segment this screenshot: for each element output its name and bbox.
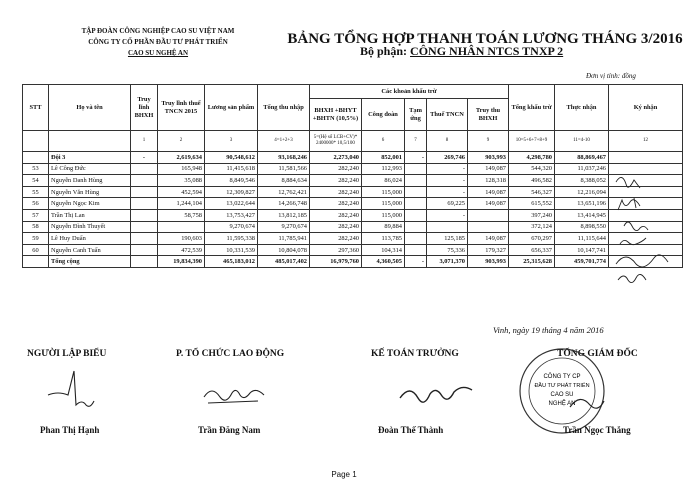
table-cell <box>405 163 427 175</box>
col-name: Họ và tên <box>49 85 131 131</box>
table-cell: 485,017,402 <box>258 256 310 268</box>
table-cell: - <box>427 186 468 198</box>
table-cell: 282,240 <box>310 198 362 210</box>
col-stt: STT <box>23 85 49 131</box>
formula-index-cell: 11=4-10 <box>555 131 609 152</box>
table-cell <box>405 186 427 198</box>
org-line1: TẬP ĐOÀN CÔNG NGHIỆP CAO SU VIỆT NAM <box>81 27 235 35</box>
table-cell: 452,594 <box>158 186 205 198</box>
table-cell: 1,244,104 <box>158 198 205 210</box>
table-cell: 86,024 <box>362 175 405 187</box>
org-line3: CAO SU NGHỆ AN <box>127 49 189 57</box>
table-cell: 282,240 <box>310 221 362 233</box>
col-tongthu: Tổng thu nhập <box>258 85 310 131</box>
labor-dept-signature <box>198 375 273 415</box>
table-cell: 13,651,196 <box>555 198 609 210</box>
table-cell: 104,314 <box>362 244 405 256</box>
table-cell <box>405 209 427 221</box>
table-cell <box>405 198 427 210</box>
org-line2: CÔNG TY CỔ PHẦN ĐẦU TƯ PHÁT TRIỂN <box>88 38 228 46</box>
table-cell: 190,603 <box>158 233 205 245</box>
table-cell: 115,000 <box>362 198 405 210</box>
stamp-line3: CAO SU <box>550 392 574 398</box>
table-cell: 59 <box>23 233 49 245</box>
table-cell: 16,979,760 <box>310 256 362 268</box>
formula-index-cell: 7 <box>405 131 427 152</box>
table-cell: 372,124 <box>509 221 555 233</box>
table-cell: 282,240 <box>310 186 362 198</box>
table-cell: 282,240 <box>310 175 362 187</box>
table-cell: 55 <box>23 186 49 198</box>
table-cell: 903,993 <box>468 256 509 268</box>
table-cell: 58 <box>23 221 49 233</box>
table-cell: Nguyễn Văn Hùng <box>49 186 131 198</box>
table-cell: 2,273,040 <box>310 152 362 164</box>
table-cell: 11,595,338 <box>205 233 258 245</box>
col-group-khautru: Các khoản khấu trừ <box>310 85 509 99</box>
formula-index-cell: 9 <box>468 131 509 152</box>
col-bhxh: BHXH +BHYT +BHTN (10,5%) <box>310 99 362 131</box>
table-body <box>23 152 683 268</box>
table-cell: 8,884,634 <box>258 175 310 187</box>
preparer-signature <box>40 365 100 415</box>
col-thucnhan: Thực nhận <box>555 85 609 131</box>
table-cell: - <box>131 152 158 164</box>
table-cell: 112,993 <box>362 163 405 175</box>
table-row <box>23 186 683 198</box>
table-cell: 2,619,634 <box>158 152 205 164</box>
table-cell: 472,539 <box>158 244 205 256</box>
formula-index-cell: 5=(Hệ số LCB+CV)* 2400000* 10,5/100 <box>310 131 362 152</box>
table-cell: 9,270,674 <box>205 221 258 233</box>
col-kynhan: Ký nhận <box>609 85 683 131</box>
table-cell: 3,071,370 <box>427 256 468 268</box>
department-line <box>360 44 563 59</box>
signer-chief-accountant: Đoàn Thế Thành <box>378 425 444 435</box>
currency-unit: Đơn vị tính: đồng <box>586 72 636 80</box>
table-cell: 165,948 <box>158 163 205 175</box>
table-cell: 60 <box>23 244 49 256</box>
table-cell: 282,240 <box>310 233 362 245</box>
table-cell: Nguyễn Danh Hùng <box>49 175 131 187</box>
formula-index-cell: 12 <box>609 131 683 152</box>
formula-index-row <box>23 131 683 152</box>
table-cell: - <box>427 175 468 187</box>
table-cell: 852,001 <box>362 152 405 164</box>
table-cell <box>131 175 158 187</box>
role-preparer: NGƯỜI LẬP BIỂU <box>27 349 107 359</box>
table-cell <box>131 209 158 221</box>
table-cell: 656,337 <box>509 244 555 256</box>
table-cell: 282,240 <box>310 209 362 221</box>
signer-preparer: Phan Thị Hạnh <box>40 425 100 435</box>
table-cell: 35,088 <box>158 175 205 187</box>
table-cell: 69,225 <box>427 198 468 210</box>
group-row <box>23 152 683 164</box>
stamp-line1: CÔNG TY CP <box>543 374 581 380</box>
company-stamp <box>510 345 610 437</box>
table-cell: 56 <box>23 198 49 210</box>
col-truylinh: Truy lĩnh BHXH <box>131 85 158 131</box>
signing-date: Vinh, ngày 19 tháng 4 năm 2016 <box>493 325 604 335</box>
table-cell: 544,320 <box>509 163 555 175</box>
formula-index-cell: 1 <box>131 131 158 152</box>
table-row <box>23 163 683 175</box>
col-tamung: Tạm ứng <box>405 99 427 131</box>
table-cell: 12,216,094 <box>555 186 609 198</box>
table-cell <box>468 209 509 221</box>
table-cell <box>405 175 427 187</box>
col-truythu: Truy thu BHXH <box>468 99 509 131</box>
table-cell: 459,701,774 <box>555 256 609 268</box>
table-cell: 670,297 <box>509 233 555 245</box>
role-director: TỔNG GIÁM ĐỐC <box>557 349 638 359</box>
table-cell: 149,087 <box>468 163 509 175</box>
table-cell: 12,762,421 <box>258 186 310 198</box>
signer-director: Trần Ngọc Thắng <box>563 425 631 435</box>
stamp-line2: ĐẦU TƯ PHÁT TRIỂN <box>534 383 590 389</box>
table-cell <box>131 198 158 210</box>
table-cell: 115,000 <box>362 186 405 198</box>
table-cell: Nguyễn Canh Tuấn <box>49 244 131 256</box>
table-cell <box>405 233 427 245</box>
table-cell: 10,804,078 <box>258 244 310 256</box>
table-row <box>23 209 683 221</box>
table-cell: 58,758 <box>158 209 205 221</box>
table-cell <box>405 244 427 256</box>
table-cell: 11,581,566 <box>258 163 310 175</box>
table-cell: 8,898,550 <box>555 221 609 233</box>
table-cell: 297,360 <box>310 244 362 256</box>
table-cell: 12,309,827 <box>205 186 258 198</box>
accountant-signature <box>392 374 482 414</box>
col-truylinhthue: Truy lĩnh thuế TNCN 2015 <box>158 85 205 131</box>
table-cell <box>405 221 427 233</box>
table-cell: 13,022,644 <box>205 198 258 210</box>
table-cell: 75,336 <box>427 244 468 256</box>
table-cell <box>131 233 158 245</box>
table-cell: Lê Công Đức <box>49 163 131 175</box>
table-cell: 13,812,185 <box>258 209 310 221</box>
table-cell: 10,147,741 <box>555 244 609 256</box>
organization-header <box>38 26 278 59</box>
col-congdoan: Công đoàn <box>362 99 405 131</box>
table-cell: 9,270,674 <box>258 221 310 233</box>
table-row <box>23 175 683 187</box>
table-cell: 8,849,546 <box>205 175 258 187</box>
table-cell <box>23 152 49 164</box>
table-row <box>23 244 683 256</box>
table-cell: 465,183,012 <box>205 256 258 268</box>
table-cell: 149,087 <box>468 233 509 245</box>
table-cell <box>131 163 158 175</box>
table-cell: 10,331,539 <box>205 244 258 256</box>
table-cell: 14,266,748 <box>258 198 310 210</box>
table-cell: 53 <box>23 163 49 175</box>
table-cell: 397,240 <box>509 209 555 221</box>
table-cell: 25,315,628 <box>509 256 555 268</box>
table-cell: Trần Thị Lan <box>49 209 131 221</box>
table-cell <box>158 221 205 233</box>
formula-index-cell <box>23 131 49 152</box>
table-cell: 4,360,505 <box>362 256 405 268</box>
table-cell: 149,087 <box>468 186 509 198</box>
table-row <box>23 198 683 210</box>
signer-labor-dept: Trần Đăng Nam <box>198 425 261 435</box>
table-cell: 179,327 <box>468 244 509 256</box>
total-row <box>23 256 683 268</box>
table-cell: 903,993 <box>468 152 509 164</box>
table-cell: Tổng cộng <box>49 256 131 268</box>
recipient-signatures <box>604 168 680 296</box>
table-cell: 90,548,612 <box>205 152 258 164</box>
formula-index-cell: 2 <box>158 131 205 152</box>
col-luongsp: Lương sản phẩm <box>205 85 258 131</box>
table-row <box>23 221 683 233</box>
table-cell: Nguyễn Ngọc Kim <box>49 198 131 210</box>
table-cell: 13,753,427 <box>205 209 258 221</box>
formula-index-cell: 10=5+6+7+8+9 <box>509 131 555 152</box>
table-cell: 11,415,618 <box>205 163 258 175</box>
formula-index-cell: 3 <box>205 131 258 152</box>
table-cell: 615,552 <box>509 198 555 210</box>
table-cell: 128,318 <box>468 175 509 187</box>
table-cell: 54 <box>23 175 49 187</box>
table-cell <box>468 221 509 233</box>
table-cell: 11,037,246 <box>555 163 609 175</box>
table-cell: 149,087 <box>468 198 509 210</box>
table-cell: 4,298,780 <box>509 152 555 164</box>
formula-index-cell: 6 <box>362 131 405 152</box>
table-cell: 125,185 <box>427 233 468 245</box>
table-cell: 13,414,945 <box>555 209 609 221</box>
table-cell: Lê Huy Duẩn <box>49 233 131 245</box>
table-cell: - <box>405 152 427 164</box>
stamp-line4: NGHỆ AN <box>548 401 576 407</box>
table-cell: 93,168,246 <box>258 152 310 164</box>
formula-index-cell <box>49 131 131 152</box>
table-cell: 11,115,644 <box>555 233 609 245</box>
col-tongkhautru: Tổng khấu trừ <box>509 85 555 131</box>
table-cell: Đội 3 <box>49 152 131 164</box>
table-cell: - <box>427 163 468 175</box>
table-cell: 11,785,941 <box>258 233 310 245</box>
col-thue: Thuế TNCN <box>427 99 468 131</box>
table-cell: 8,388,052 <box>555 175 609 187</box>
table-cell: - <box>427 209 468 221</box>
table-cell: 115,000 <box>362 209 405 221</box>
table-cell <box>131 186 158 198</box>
document-title: BẢNG TỔNG HỢP THANH TOÁN LƯƠNG THÁNG 3/2016 <box>287 31 683 47</box>
role-labor-dept: P. TỔ CHỨC LAO ĐỘNG <box>176 349 285 359</box>
table-cell <box>609 152 683 164</box>
table-cell: 88,869,467 <box>555 152 609 164</box>
page-number: Page 1 <box>331 470 357 479</box>
table-cell: 113,785 <box>362 233 405 245</box>
table-cell <box>131 244 158 256</box>
department-label: Bộ phận: <box>360 44 408 58</box>
table-cell <box>427 221 468 233</box>
table-cell: 57 <box>23 209 49 221</box>
payroll-table <box>22 84 683 268</box>
table-cell: 19,834,390 <box>158 256 205 268</box>
table-cell: Nguyễn Đình Thuyết <box>49 221 131 233</box>
table-cell: 282,240 <box>310 163 362 175</box>
table-cell <box>131 256 158 268</box>
table-cell: 89,884 <box>362 221 405 233</box>
table-cell: 496,582 <box>509 175 555 187</box>
formula-index-cell: 4=1+2+3 <box>258 131 310 152</box>
table-cell <box>23 256 49 268</box>
table-cell: 546,327 <box>509 186 555 198</box>
table-cell <box>131 221 158 233</box>
formula-index-cell: 8 <box>427 131 468 152</box>
table-cell: - <box>405 256 427 268</box>
department-value: CÔNG NHÂN NTCS TNXP 2 <box>410 44 564 58</box>
role-chief-accountant: KẾ TOÁN TRƯỞNG <box>371 349 459 359</box>
table-cell: 269,746 <box>427 152 468 164</box>
table-row <box>23 233 683 245</box>
table-header <box>23 85 683 152</box>
